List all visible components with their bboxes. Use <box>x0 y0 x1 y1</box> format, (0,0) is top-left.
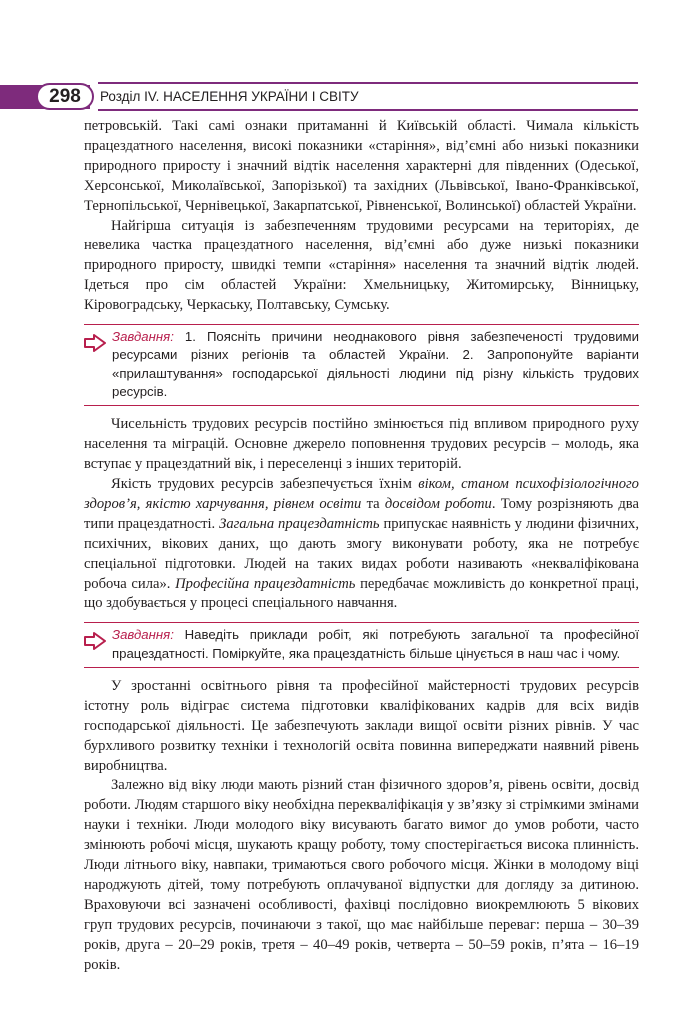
text-run: припускає наявність у людини фізичних, психічних, вікових даних, що дають змогу виконувати роботу, яка не потребує спеціальної підготовки. Людей на таких видах роботи називають «некваліфікована робоча сила». <box>84 515 639 592</box>
task-label: Завдання: <box>112 627 174 643</box>
task-box <box>84 622 639 668</box>
text-run: передбачає можливість до конкретної праці, що здобувається у процесі спеціального навчання. <box>84 575 639 612</box>
header-rule-bottom <box>98 109 638 111</box>
text-run: . Тому розрізняють два типи працездатності. <box>84 495 639 532</box>
page-number: 298 <box>36 83 94 110</box>
paragraph <box>84 475 639 614</box>
task-box <box>84 324 639 406</box>
arrow-right-icon <box>84 632 106 650</box>
paragraph: Чисельність трудових ресурсів постійно змінюється під впливом природного руху населення та міграцій. Основне джерело поповнення трудових ресурсів – молодь, яка вступає у працездатний вік, і переселенці з інших територій. <box>84 416 639 473</box>
paragraph: У зростанні освітнього рівня та професійної майстерності трудових ресурсів істотну роль відіграє система підготовки кваліфікованих кадрів для всіх видів господарської діяльності. Це забезпечують заклади вищої освіти різних рівнів. У час бурхливого розвитку техніки і технологій освіта повинна випереджати наявний рівень виробництва. <box>84 677 639 774</box>
page-header <box>0 82 700 112</box>
chapter-title: Розділ IV. НАСЕЛЕННЯ УКРАЇНИ І СВІТУ <box>100 89 359 104</box>
emphasis: досвідом роботи <box>384 495 492 512</box>
paragraph: Найгірша ситуація із забезпеченням трудовими ресурсами на територіях, де невелика частка працездатного населення, від’ємні або дуже низькі показники природного приросту, швидкі темпи «старіння» населення та значний відтік людей. Ідеться про сім областей України: Хмельницьку, Житомирську, Вінницьку, Кіровоградську, Черкаську, Полтавську, Сумську. <box>84 217 639 314</box>
text-run: Якість трудових ресурсів забезпечується їхнім <box>111 475 419 492</box>
task-text: Наведіть приклади робіт, які потребують загальної та професійної працездатності. Поміркуйте, яка працездатність більше цінується в наш час і чому. <box>112 627 639 661</box>
emphasis: віком, станом психофізіологічного здоров’я, якістю харчування, рівнем освіти <box>84 475 639 512</box>
text-run: та <box>361 495 385 512</box>
arrow-right-icon <box>84 334 106 352</box>
task-label: Завдання: <box>112 329 174 345</box>
emphasis: Професійна працездатність <box>175 575 356 592</box>
paragraph: Залежно від віку люди мають різний стан фізичного здоров’я, рівень освіти, досвід роботи. Людям старшого віку необхідна перекваліфікація у зв’язку зі стрімкими змінами науки і техніки. Люди молодого віку висувають багато вимог до умов роботи, часто змінюють робочі місця, шукають кращу роботу, тому спостерігається висока плинність. Люди літнього віку, навпаки, тримаються свого робочого місця. Жінки в молодому віці народжують дітей, тому потребують оплачуваної відпустки для догляду за дитиною. Враховуючи всі зазначені особливості, фахівці послідовно виокремлюють 5 вікових груп трудових ресурсів, починаючи з такої, що має найбільше переваг: перша – 30–39 років, друга – 20–29 років, третя – 40–49 років, четверта – 50–59 років, п’ята – 16–19 років. <box>84 777 639 973</box>
header-rule-top <box>98 82 638 84</box>
task-text: 1. Поясніть причини неоднакового рівня забезпеченості трудовими ресурсами різних регіонів та областей України. 2. Запропонуйте варіанти «прилаштування» господарської діяльності людини під різну кількість трудових ресурсів. <box>112 329 639 399</box>
page-body <box>84 117 639 976</box>
paragraph: петровській. Такі самі ознаки притаманні й Київській області. Чимала кількість працездатного населення, високі показники «старіння», від’ємні або низькі показники природного приросту і значний відтік населення характерні для південних (Одеської, Херсонської, Миколаївської, Запорізької) та західних (Львівської, Івано-Франківської, Тернопільської, Чернівецької, Закарпатської, Рівненської, Волинської) областей України. <box>84 118 639 214</box>
emphasis: Загальна працездатність <box>219 515 380 532</box>
